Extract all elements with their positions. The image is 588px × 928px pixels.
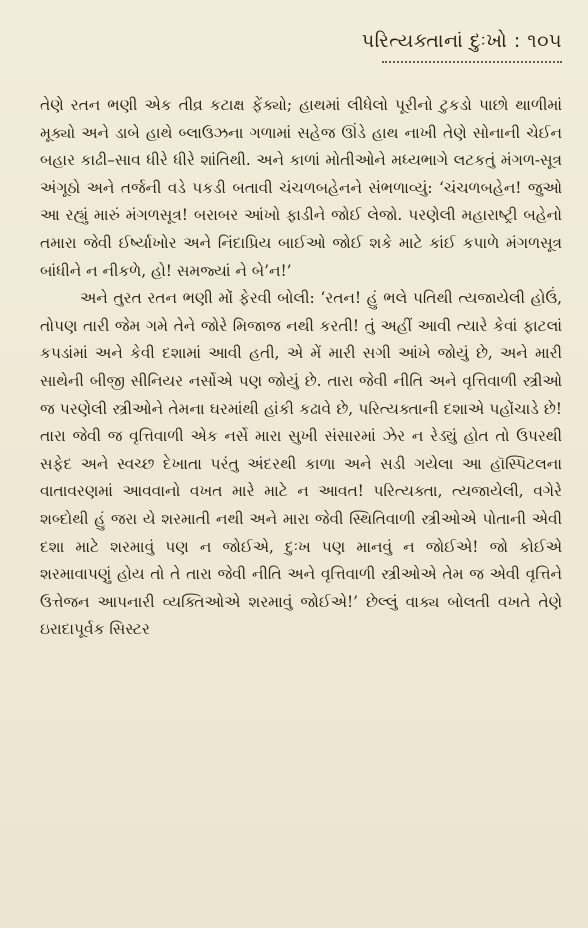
body-text xyxy=(40,92,562,644)
header-underline xyxy=(382,55,562,63)
running-header xyxy=(40,30,562,92)
paragraph-1: તેણે રતન ભણી એક તીવ્ર કટાક્ષ ફેંક્યો; હાથમાં લીધેલો પૂરીનો ટુકડો પાછો થાળીમાં મૂક્યો અને ડાબે હાથે બ્લાઉઝના ગળામાં સહેજ ઊંડે હાથ નાખી તેણે સોનાની ચેઈન બહાર કાઢી–સાવ ધીરે ધીરે શાંતિથી. અને કાળાં મોતીઓને મધ્યભાગે લટકતું મંગળ-સૂત્ર અંગૂઠો અને તર્જની વડે પકડી બતાવી ચંચળબહેનને સંભળાવ્યું: ‘ચંચળબહેન! જુઓ આ રહ્યું મારું મંગળસૂત્ર! બરાબર આંખો ફાડીને જોઈ લેજો. પરણેલી મહારાષ્ટ્રી બહેનો તમારા જેવી ઈર્ષ્યાખોર અને નિંદાપ્રિય બાઈઓ જોઈ શકે માટે કાંઈ કપાળે મંગળસૂત્ર બાંધીને ન નીકળે, હો! સમજ્યાં ને બે’ન!’ xyxy=(40,96,562,280)
paragraph-2: અને તુરત રતન ભણી મોં ફેરવી બોલી: ‘રતન! હું ભલે પતિથી ત્યજાયેલી હોઉં, તોપણ તારી જેમ ગમે તેને જોરે મિજાજ નથી કરતી! તું અહીં આવી ત્યારે કેવાં ફાટલાં કપડાંમાં અને કેવી દશામાં આવી હતી, એ મેં મારી સગી આંખે જોયું છે, અને મારી સાથેની બીજી સીનિયર નર્સોએ પણ જોયું છે. તારા જેવી નીતિ અને વૃત્તિવાળી સ્ત્રીઓ જ પરણેલી સ્ત્રીઓને તેમના ઘરમાંથી હાંકી કઢાવે છે, પરિત્યક્તાની દશાએ પહોંચાડે છે! તારા જેવી જ વૃત્તિવાળી એક નર્સે મારા સુખી સંસારમાં ઝેર ન રેડ્યું હોત તો ઉપરથી સફેદ અને સ્વચ્છ દેખાતા પરંતુ અંદરથી કાળા અને સડી ગયેલા આ હૉસ્પિટલના વાતાવરણમાં આવવાનો વખત મારે માટે ન આવત! પરિત્યક્તા, ત્યજાયેલી, વગેરે શબ્દોથી હું જરા યે શરમાતી નથી અને મારા જેવી સ્થિતિવાળી સ્ત્રીઓએ પોતાની એવી દશા માટે શરમાવું પણ ન જોઈએ, દુઃખ પણ માનવું ન જોઈએ! જો કોઈએ શરમાવાપણું હોય તો તે તારા જેવી નીતિ અને વૃત્તિવાળી સ્ત્રીઓએ તેમ જ એવી વૃત્તિને ઉત્તેજન આપનારી વ્યક્તિઓએ શરમાવું જોઈએ!’ છેલ્લું વાક્ય બોલતી વખતે તેણે ઇરાદાપૂર્વક સિસ્ટર xyxy=(40,289,562,639)
page-title: પરિત્યક્તાનાં દુઃખો : ૧૦૫ xyxy=(361,30,562,52)
header-block xyxy=(362,30,562,63)
